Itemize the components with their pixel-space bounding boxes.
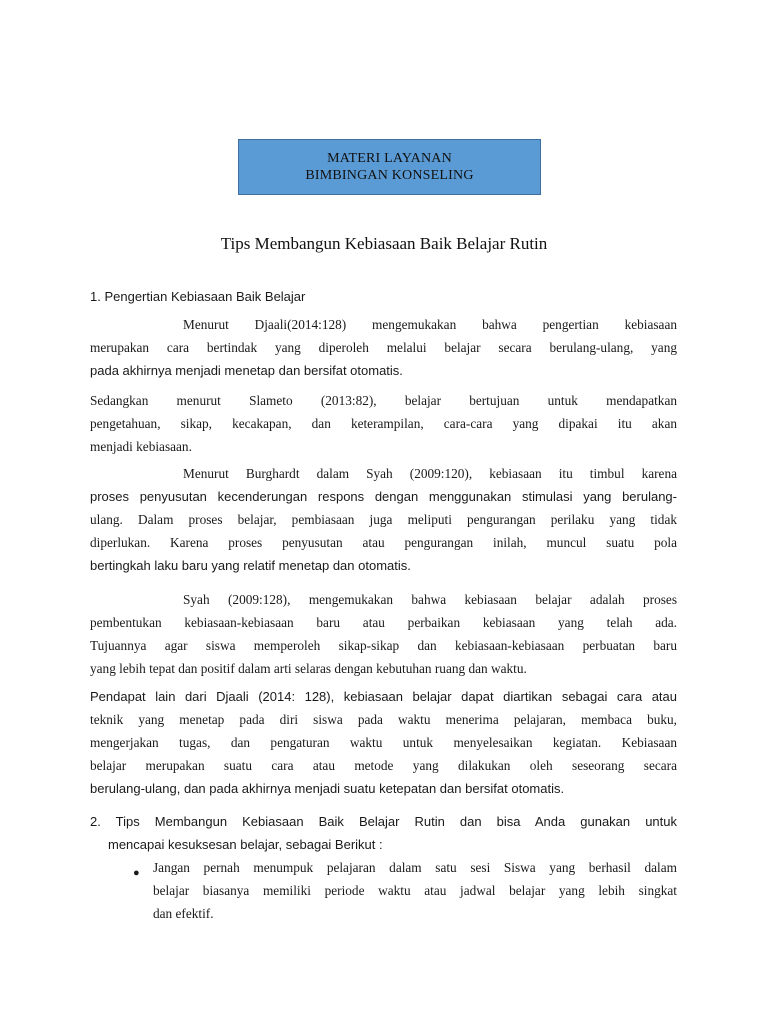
- paragraph-line: Menurut Burghardt dalam Syah (2009:120), kebiasaan itu timbul karena: [183, 466, 677, 481]
- paragraph-line: Tujuannya agar siswa memperoleh sikap-sikap dan kebiasaan-kebiasaan perbuatan baru: [90, 638, 677, 653]
- banner-line-2: BIMBINGAN KONSELING: [305, 168, 474, 183]
- paragraph-line: Menurut Djaali(2014:128) mengemukakan bahwa pengertian kebiasaan: [183, 317, 677, 332]
- paragraph-line: Syah (2009:128), mengemukakan bahwa kebiasaan belajar adalah proses: [183, 592, 677, 607]
- paragraph-line: merupakan cara bertindak yang diperoleh melalui belajar secara berulang-ulang, yang: [90, 340, 677, 355]
- paragraph-line: pengetahuan, sikap, kecakapan, dan keterampilan, cara-cara yang dipakai itu akan: [90, 416, 677, 431]
- paragraph-line: Pendapat lain dari Djaali (2014: 128), kebiasaan belajar dapat diartikan sebagai cara atau: [90, 689, 677, 704]
- paragraph-line: pada akhirnya menjadi menetap dan bersifat otomatis.: [90, 363, 403, 378]
- paragraph-line: mengerjakan tugas, dan pengaturan waktu untuk menyelesaikan kegiatan. Kebiasaan: [90, 735, 677, 750]
- paragraph-1: [90, 313, 677, 382]
- paragraph-line: pembentukan kebiasaan-kebiasaan baru atau perbaikan kebiasaan yang telah ada.: [90, 615, 677, 630]
- paragraph-line: proses penyusutan kecenderungan respons dengan menggunakan stimulasi yang berulang-: [90, 489, 677, 504]
- paragraph-line: Sedangkan menurut Slameto (2013:82), belajar bertujuan untuk mendapatkan: [90, 393, 677, 408]
- paragraph-2: [90, 389, 677, 458]
- paragraph-4: [90, 588, 677, 680]
- paragraph-line: yang lebih tepat dan positif dalam arti selaras dengan kebutuhan ruang dan waktu.: [90, 661, 527, 676]
- document-title: Tips Membangun Kebiasaan Baik Belajar Rutin: [220, 234, 548, 253]
- title-banner: [238, 139, 541, 195]
- paragraph-line: belajar merupakan suatu cara atau metode yang dilakukan oleh seseorang secara: [90, 758, 677, 773]
- section-2-heading-line-1: 2. Tips Membangun Kebiasaan Baik Belajar Rutin dan bisa Anda gunakan untuk: [90, 814, 677, 829]
- paragraph-line: berulang-ulang, dan pada akhirnya menjadi suatu ketepatan dan bersifat otomatis.: [90, 781, 565, 796]
- paragraph-line: bertingkah laku baru yang relatif menetap dan otomatis.: [90, 558, 411, 573]
- paragraph-line: diperlukan. Karena proses penyusutan atau pengurangan inilah, muncul suatu pola: [90, 535, 677, 550]
- paragraph-line: teknik yang menetap pada diri siswa pada waktu menerima pelajaran, membaca buku,: [90, 712, 677, 727]
- bullet-item-1: [153, 856, 677, 925]
- paragraph-3: [90, 462, 677, 577]
- bullet-line: dan efektif.: [153, 906, 214, 921]
- section-2-heading: [90, 810, 677, 856]
- bullet-line: belajar biasanya memiliki periode waktu atau jadwal belajar yang lebih singkat: [153, 883, 677, 898]
- section-2-heading-line-2: mencapai kesuksesan belajar, sebagai Berikut :: [108, 837, 383, 852]
- section-1-heading: 1. Pengertian Kebiasaan Baik Belajar: [90, 289, 306, 304]
- paragraph-5: [90, 685, 677, 800]
- banner-line-1: MATERI LAYANAN: [327, 151, 452, 166]
- paragraph-line: ulang. Dalam proses belajar, pembiasaan juga meliputi pengurangan perilaku yang tidak: [90, 512, 677, 527]
- bullet-icon: ●: [133, 867, 140, 879]
- paragraph-line: menjadi kebiasaan.: [90, 439, 192, 454]
- bullet-line: Jangan pernah menumpuk pelajaran dalam satu sesi Siswa yang berhasil dalam: [153, 860, 677, 875]
